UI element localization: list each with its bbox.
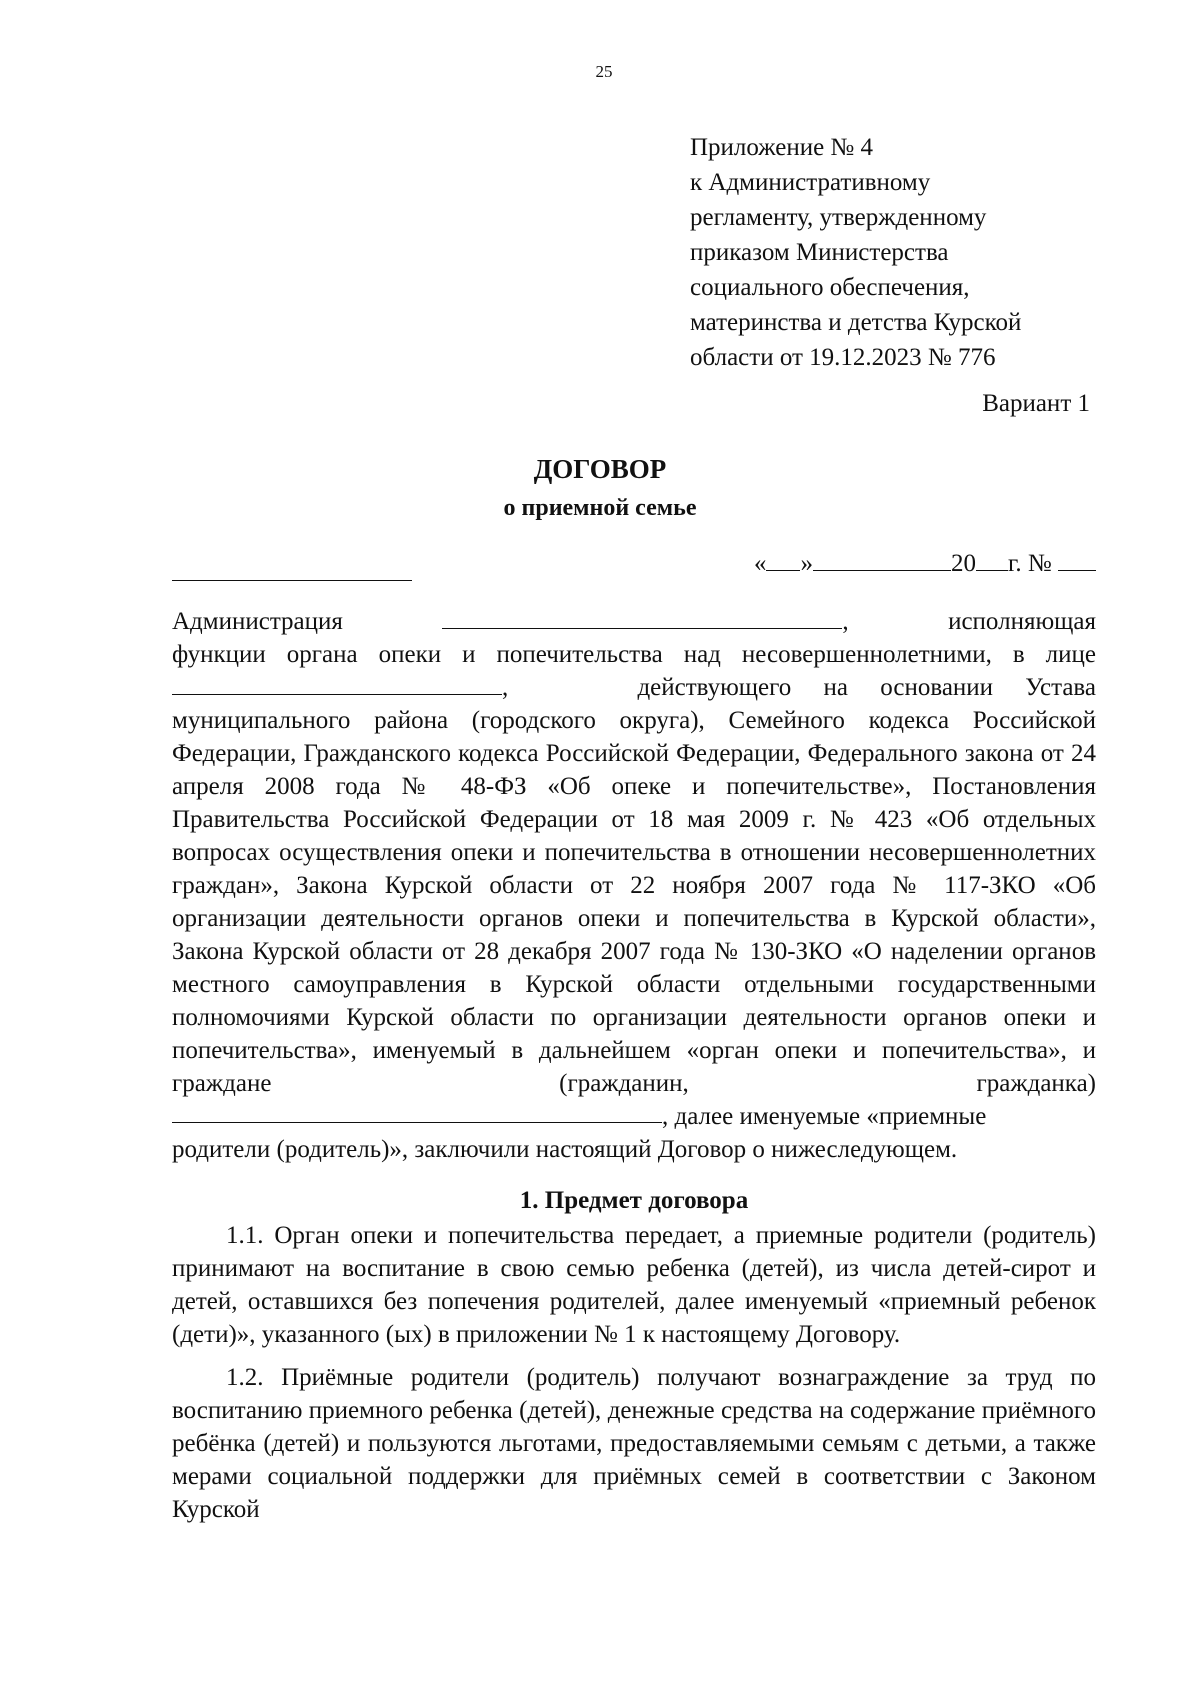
number-label: г. № [1007,550,1052,577]
open-quote: « [753,550,767,577]
citizens-line-rest: , далее именуемые «приемные [662,1103,987,1130]
preamble-line-1 [172,605,1096,638]
page-number: 25 [595,62,613,81]
clause-1-2: 1.2. Приёмные родители (родитель) получают вознаграждение за труд по воспитанию приемного ребенка (детей), денежные средства на содержание приёмного ребёнка (детей) и пользуются льготами, предоставляемыми семьям с детьми, а также мерами социальной поддержки для приёмных семей в соответствии с Законом Курской [172,1364,1096,1523]
preamble-final-line: родители (родитель)», заключили настоящий Договор о нижеследующем. [172,1136,958,1163]
place-blank [172,555,412,581]
appendix-line: Приложение № 4 [690,134,874,161]
day-blank [766,548,800,571]
variant-label: Вариант 1 [982,390,1090,417]
month-blank [813,548,951,571]
number-blank [1058,548,1096,571]
appendix-line: социального обеспечения, [690,274,970,301]
citizens-name-blank [172,1100,662,1123]
preamble-line-3 [172,671,1096,704]
appendix-line: материнства и детства Курской [690,309,1022,336]
appendix-line: приказом Министерства [690,239,949,266]
preamble-line-2: функции органа опеки и попечительства над несовершеннолетними, в лице [172,641,1096,668]
administration-word: Администрация [172,608,343,635]
clause-1-1: 1.1. Орган опеки и попечительства передает, а приемные родители (родитель) принимают на воспитание в свою семью ребенка (детей), из числа детей-сирот и детей, оставшихся без попечения родителей, далее именуемый «приемный ребенок (дети)», указанного (ых) в приложении № 1 к настоящему Договору. [172,1222,1096,1348]
acting-basis-text: действующего на основании Устава [637,674,1096,701]
year-blank [976,548,1008,571]
citizens-line [172,1100,1096,1133]
close-quote: » [800,550,813,577]
appendix-line: области от 19.12.2023 № 776 [690,344,996,371]
appendix-line: к Административному [690,169,931,196]
section-1-title: 1. Предмет договора [519,1187,749,1214]
year-prefix: 20 [950,550,976,577]
representative-field: , [172,671,508,704]
administration-name-field: , [442,605,848,638]
appendix-line: регламенту, утвержденному [690,204,987,231]
document-subtitle: о приемной семье [503,495,697,521]
performing-word: исполняющая [948,608,1096,635]
contract-body [172,605,1096,1526]
date-number-line [754,548,1096,578]
appendix-header [690,130,1110,375]
document-title: ДОГОВОР [533,454,667,484]
preamble-main-text: муниципального района (городского округа), Семейного кодекса Российской Федерации, Гражданского кодекса Российской Федерации, Федерального закона от 24 апреля 2008 года № 48-ФЗ «Об опеке и попечительстве», Постановления Правительства Российской Федерации от 18 мая 2009 г. № 423 «Об отдельных вопросах осуществления опеки и попечительства в отношении несовершеннолетних граждан», Закона Курской области от 22 ноября 2007 года № 117-ЗКО «Об организации деятельности органов опеки и попечительства в Курской области», Закона Курской области от 28 декабря 2007 года № 130-ЗКО «О наделении органов местного самоуправления в Курской области отдельными государственными полномочиями Курской области по организации деятельности органов опеки и попечительства», именуемый в дальнейшем «орган опеки и попечительства», и граждане (гражданин, гражданка) [172,707,1096,1097]
